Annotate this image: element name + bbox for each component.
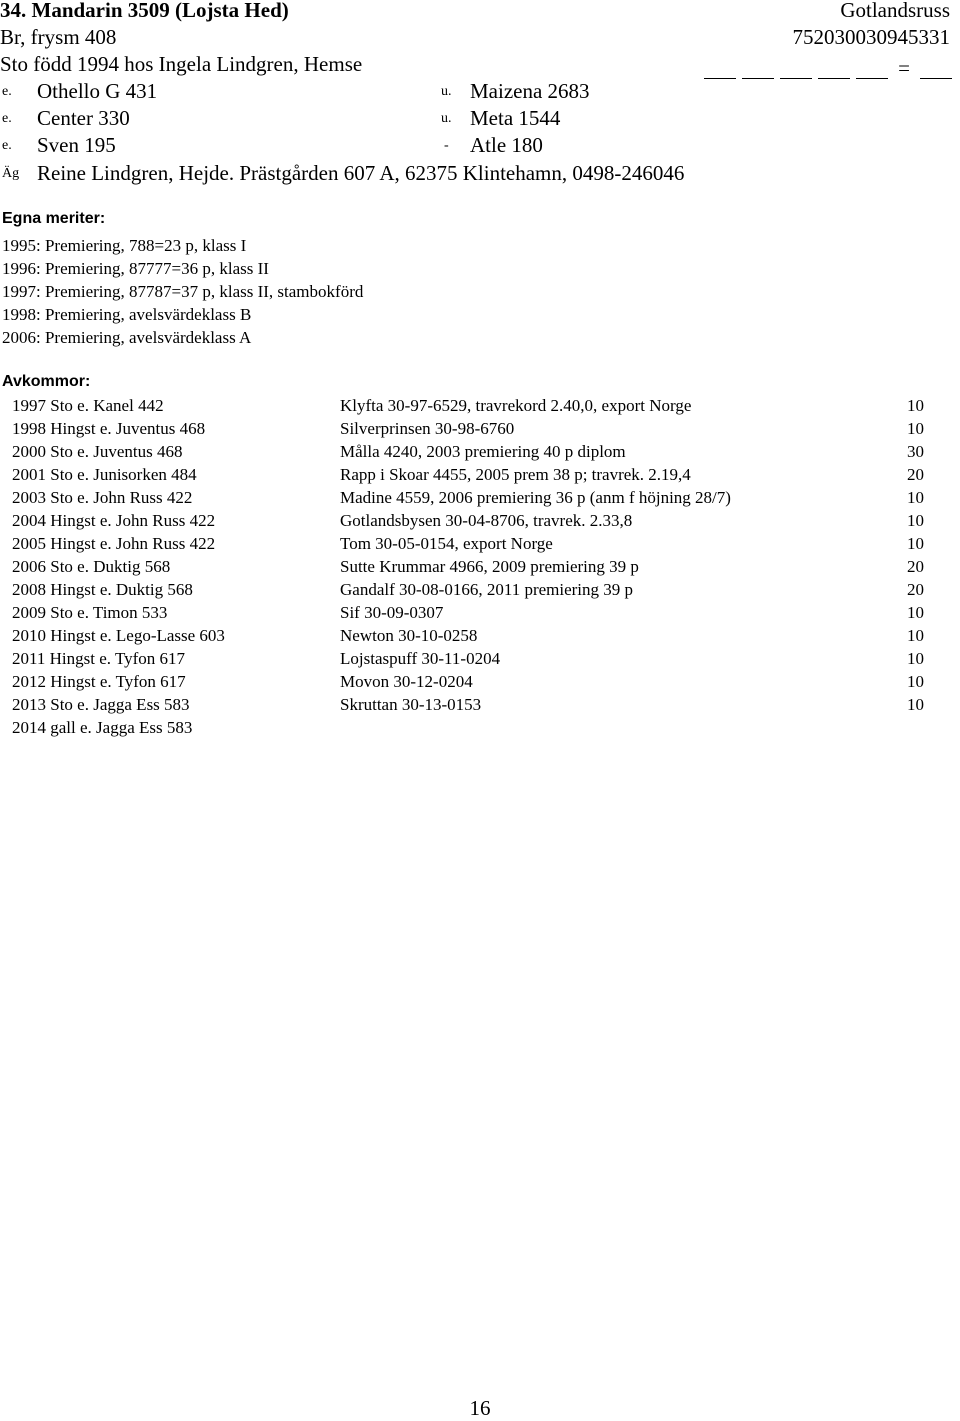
table-row (0, 394, 960, 417)
blank-fields (704, 58, 952, 79)
birth-info: Sto född 1994 hos Ingela Lindgren, Hemse (0, 52, 363, 76)
page-number: 16 (469, 1396, 491, 1420)
offspring-heading: Avkommor: (2, 373, 91, 390)
offspring-name: Newton 30-10-0258 (340, 626, 478, 645)
offspring-score: 10 (907, 649, 924, 668)
offspring-birth: 2010 Hingst e. Lego-Lasse 603 (12, 626, 225, 645)
owner-prefix: Äg (2, 166, 20, 181)
blank-line (780, 60, 812, 79)
merit-item: 2006: Premiering, avelsvärdeklass A (2, 328, 252, 347)
table-row (0, 670, 960, 693)
offspring-birth: 1997 Sto e. Kanel 442 (12, 396, 164, 415)
offspring-score: 20 (907, 580, 924, 599)
blank-line (704, 60, 736, 79)
offspring-name: Sif 30-09-0307 (340, 603, 444, 622)
offspring-name: Movon 30-12-0204 (340, 672, 473, 691)
table-row (0, 647, 960, 670)
third-dam: Atle 180 (470, 133, 543, 157)
third-prefix: e. (2, 138, 12, 153)
merit-item: 1995: Premiering, 788=23 p, klass I (2, 236, 247, 255)
offspring-name: Rapp i Skoar 4455, 2005 prem 38 p; travrek. 2.19,4 (340, 465, 691, 484)
id-number: 752030030945331 (792, 25, 950, 49)
table-row (0, 440, 960, 463)
sire-prefix: e. (2, 84, 12, 99)
owner: Reine Lindgren, Hejde. Prästgården 607 A, 62375 Klintehamn, 0498-246046 (37, 161, 685, 185)
dam-dam-prefix: u. (441, 111, 452, 126)
offspring-name: Gotlandsbysen 30-04-8706, travrek. 2.33,8 (340, 511, 633, 530)
offspring-score: 20 (907, 557, 924, 576)
merit-item: 1998: Premiering, avelsvärdeklass B (2, 305, 252, 324)
offspring-birth: 2009 Sto e. Timon 533 (12, 603, 168, 622)
offspring-score: 10 (907, 511, 924, 530)
merit-item: 1996: Premiering, 87777=36 p, klass II (2, 259, 269, 278)
table-row (0, 624, 960, 647)
offspring-birth: 2012 Hingst e. Tyfon 617 (12, 672, 186, 691)
offspring-birth: 2001 Sto e. Junisorken 484 (12, 465, 197, 484)
offspring-score: 10 (907, 488, 924, 507)
blank-line (920, 60, 952, 79)
table-row (0, 578, 960, 601)
dam-sire: Center 330 (37, 106, 130, 130)
offspring-birth: 2011 Hingst e. Tyfon 617 (12, 649, 186, 668)
table-row (0, 601, 960, 624)
sire: Othello G 431 (37, 79, 158, 103)
dam-sire-prefix: e. (2, 111, 12, 126)
offspring-birth: 2014 gall e. Jagga Ess 583 (12, 718, 193, 737)
offspring-birth: 2005 Hingst e. John Russ 422 (12, 534, 216, 553)
offspring-name: Målla 4240, 2003 premiering 40 p diplom (340, 442, 626, 461)
offspring-birth: 1998 Hingst e. Juventus 468 (12, 419, 206, 438)
table-row (0, 417, 960, 440)
offspring-score: 10 (907, 534, 924, 553)
equals-sign: = (898, 56, 910, 80)
breed-label: Gotlandsruss (840, 0, 950, 22)
table-row (0, 463, 960, 486)
offspring-score: 10 (907, 396, 924, 415)
third-dam-prefix: - (444, 138, 449, 153)
table-row (0, 555, 960, 578)
offspring-birth: 2003 Sto e. John Russ 422 (12, 488, 193, 507)
offspring-birth: 2006 Sto e. Duktig 568 (12, 557, 171, 576)
sire-dam-prefix: u. (441, 84, 452, 99)
merits-heading: Egna meriter: (2, 210, 106, 227)
dam-dam: Meta 1544 (470, 106, 561, 130)
offspring-name: Silverprinsen 30-98-6760 (340, 419, 515, 438)
table-row (0, 693, 960, 716)
offspring-name: Sutte Krummar 4966, 2009 premiering 39 p (340, 557, 639, 576)
table-row (0, 486, 960, 509)
merit-item: 1997: Premiering, 87787=37 p, klass II, stambokförd (2, 282, 364, 301)
table-row (0, 509, 960, 532)
offspring-birth: 2008 Hingst e. Duktig 568 (12, 580, 193, 599)
offspring-score: 30 (907, 442, 924, 461)
sire-dam: Maizena 2683 (470, 79, 590, 103)
blank-line (818, 60, 850, 79)
offspring-score: 10 (907, 603, 924, 622)
offspring-score: 10 (907, 695, 924, 714)
offspring-name: Madine 4559, 2006 premiering 36 p (anm f höjning 28/7) (340, 488, 731, 507)
offspring-name: Tom 30-05-0154, export Norge (340, 534, 553, 553)
offspring-birth: 2013 Sto e. Jagga Ess 583 (12, 695, 190, 714)
blank-line (742, 60, 774, 79)
offspring-score: 10 (907, 626, 924, 645)
third-ancestor: Sven 195 (37, 133, 116, 157)
offspring-score: 10 (907, 419, 924, 438)
table-row (0, 532, 960, 555)
offspring-name: Lojstaspuff 30-11-0204 (340, 649, 501, 668)
table-row (0, 716, 960, 739)
offspring-name: Klyfta 30-97-6529, travrekord 2.40,0, export Norge (340, 396, 692, 415)
offspring-birth: 2004 Hingst e. John Russ 422 (12, 511, 216, 530)
offspring-name: Skruttan 30-13-0153 (340, 695, 482, 714)
offspring-score: 10 (907, 672, 924, 691)
merits-list (2, 235, 363, 349)
color-height: Br, frysm 408 (0, 25, 117, 49)
offspring-name: Gandalf 30-08-0166, 2011 premiering 39 p (340, 580, 634, 599)
horse-title: 34. Mandarin 3509 (Lojsta Hed) (0, 0, 289, 22)
offspring-birth: 2000 Sto e. Juventus 468 (12, 442, 183, 461)
blank-line (856, 60, 888, 79)
offspring-score: 20 (907, 465, 924, 484)
